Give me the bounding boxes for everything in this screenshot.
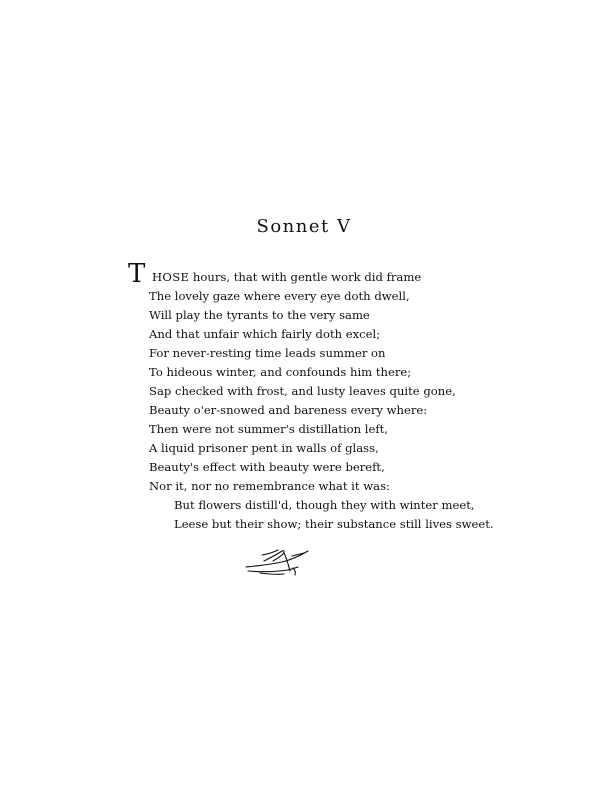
poem-line-12: Nor it, nor no remembrance what it was:: [149, 479, 390, 493]
poem-line-8: Beauty o'er-snowed and bareness every where:: [149, 403, 428, 417]
drop-cap: T: [128, 259, 146, 289]
first-line-text: hours, that with gentle work did frame: [189, 270, 422, 284]
flourish-ornament-icon: [238, 541, 318, 581]
poem-title: Sonnet V: [256, 216, 352, 237]
poem-line-11: Beauty's effect with beauty were bereft,: [149, 460, 385, 474]
poem-line-3: Will play the tyrants to the very same: [149, 308, 370, 322]
poem-line-2: The lovely gaze where every eye doth dwell,: [149, 289, 410, 303]
couplet-line-1: But flowers distill'd, though they with winter meet,: [174, 498, 475, 512]
poem-body: [128, 259, 548, 534]
couplet-line-2: Leese but their show; their substance still lives sweet.: [174, 517, 494, 531]
poem-line-10: A liquid prisoner pent in walls of glass,: [149, 441, 379, 455]
poem-line-4: And that unfair which fairly doth excel;: [149, 327, 381, 341]
poem-line-7: Sap checked with frost, and lusty leaves quite gone,: [149, 384, 456, 398]
poem-line-9: Then were not summer's distillation left,: [149, 422, 388, 436]
poem-line-6: To hideous winter, and confounds him there;: [149, 365, 412, 379]
poem-line-1: [128, 259, 548, 289]
first-word-small-caps: HOSE: [152, 270, 190, 284]
poem-line-5: For never-resting time leads summer on: [149, 346, 386, 360]
